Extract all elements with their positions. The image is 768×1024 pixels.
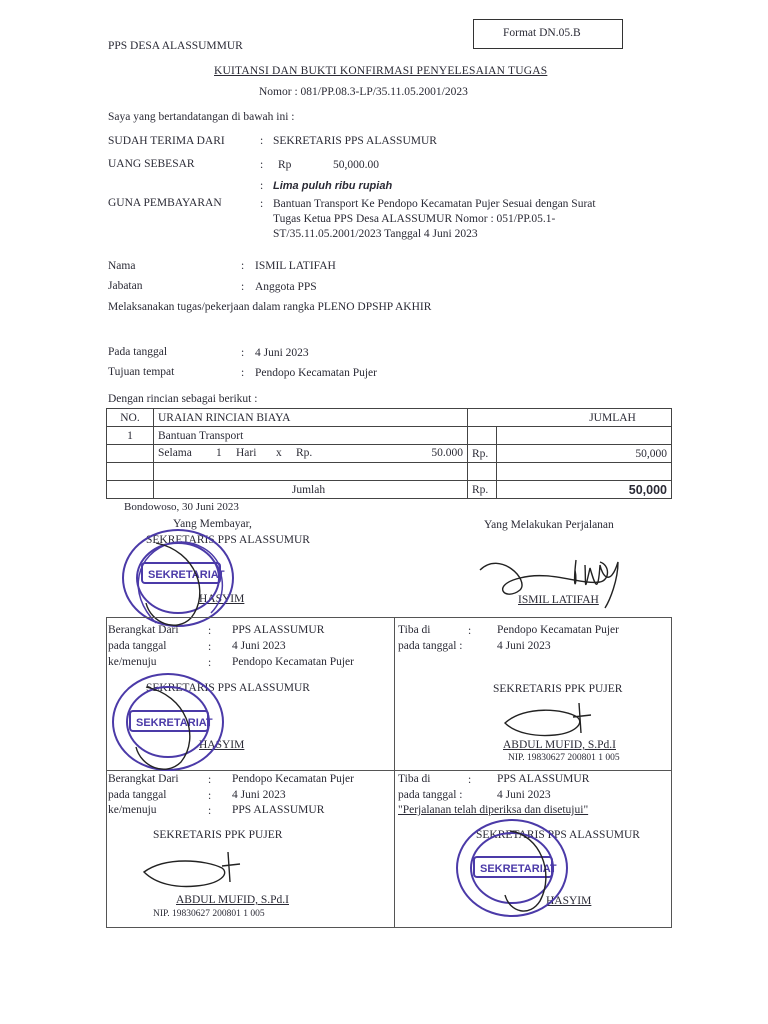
position-label: Jabatan xyxy=(108,280,143,292)
duration-unit: Hari xyxy=(236,447,257,459)
purpose-line-2: Tugas Ketua PPS Desa ALASSUMUR Nomor : 051/PP.05.1- xyxy=(273,213,556,225)
trip-date-value: 4 Juni 2023 xyxy=(255,347,309,359)
leg2-arrival-value: PPS ALASSUMUR xyxy=(497,773,590,785)
received-from-value: SEKRETARIS PPS ALASSUMUR xyxy=(273,135,437,147)
received-from-label: SUDAH TERIMA DARI xyxy=(108,135,225,147)
name-label: Nama xyxy=(108,260,136,272)
position-colon: : xyxy=(241,281,245,293)
leg1-right-nip: NIP. 19830627 200801 1 005 xyxy=(508,753,620,763)
leg1-colon: : xyxy=(208,657,212,669)
received-from-colon: : xyxy=(260,135,264,147)
leg2-departure-label: Berangkat Dari xyxy=(108,773,179,785)
header-description: URAIAN RINCIAN BIAYA xyxy=(154,409,468,427)
amount-in-words: Lima puluh ribu rupiah xyxy=(273,180,393,192)
leg1-left-role: SEKRETARIS PPS ALASSUMUR xyxy=(146,682,310,694)
destination-label: Tujuan tempat xyxy=(108,366,175,378)
document-number: Nomor : 081/PP.08.3-LP/35.11.05.2001/2023 xyxy=(259,86,468,98)
leg2-left-nip: NIP. 19830627 200801 1 005 xyxy=(153,909,265,919)
rate-value: 50.000 xyxy=(431,447,463,459)
leg2-destination-value: PPS ALASSUMUR xyxy=(232,804,325,816)
details-intro: Dengan rincian sebagai berikut : xyxy=(108,393,258,405)
leg2-colon: : xyxy=(208,790,212,802)
duration-qty: 1 xyxy=(216,447,222,459)
traveler-title: Yang Melakukan Perjalanan xyxy=(484,519,614,531)
leg1-date-label: pada tanggal xyxy=(108,640,167,652)
purpose-line-3: ST/35.11.05.2001/2023 Tanggal 4 Juni 2023 xyxy=(273,228,478,240)
traveler-name: ISMIL LATIFAH xyxy=(518,594,599,606)
table-row xyxy=(107,427,672,445)
cost-table xyxy=(106,408,672,499)
row-description: Bantuan Transport xyxy=(154,427,468,445)
stamp-center-text: SEKRETARIAT xyxy=(148,569,225,581)
leg2-colon: : xyxy=(208,774,212,786)
leg1-departure-label: Berangkat Dari xyxy=(108,624,179,636)
destination-value: Pendopo Kecamatan Pujer xyxy=(255,367,377,379)
amount-value: 50,000.00 xyxy=(333,159,379,171)
trip-date-label: Pada tanggal xyxy=(108,346,168,358)
trip-date-colon: : xyxy=(241,347,245,359)
leg1-arrival-date-value: 4 Juni 2023 xyxy=(497,640,551,652)
payer-name: HASYIM xyxy=(199,593,245,605)
name-colon: : xyxy=(241,260,245,272)
duration-label: Selama xyxy=(158,447,192,459)
duration-cell xyxy=(154,445,468,463)
document-title: KUITANSI DAN BUKTI KONFIRMASI PENYELESAIAN TUGAS xyxy=(214,65,548,77)
total-currency: Rp. xyxy=(468,481,497,499)
leg1-right-role: SEKRETARIS PPK PUJER xyxy=(493,683,623,695)
leg2-date-value: 4 Juni 2023 xyxy=(232,789,286,801)
payer-role: SEKRETARIS PPS ALASSUMUR xyxy=(146,534,310,546)
leg1-destination-label: ke/menuju xyxy=(108,656,157,668)
leg1-arrival-label: Tiba di xyxy=(398,624,431,636)
leg1-departure-value: PPS ALASSUMUR xyxy=(232,624,325,636)
leg2-destination-label: ke/menuju xyxy=(108,804,157,816)
header-no: NO. xyxy=(107,409,154,427)
task-description: Melaksanakan tugas/pekerjaan dalam rangka PLENO DPSHP AKHIR xyxy=(108,301,432,313)
leg2-departure-value: Pendopo Kecamatan Pujer xyxy=(232,773,354,785)
leg1-colon: : xyxy=(208,625,212,637)
leg1-destination-value: Pendopo Kecamatan Pujer xyxy=(232,656,354,668)
leg1-colon: : xyxy=(208,641,212,653)
table-header-row xyxy=(107,409,672,427)
leg2-date-label: pada tanggal xyxy=(108,789,167,801)
leg2-approval-note: "Perjalanan telah diperiksa dan disetujui" xyxy=(398,804,589,816)
amount-words-colon: : xyxy=(260,180,264,192)
leg2-arrival-label: Tiba di xyxy=(398,773,431,785)
line-currency: Rp. xyxy=(468,445,497,463)
destination-colon: : xyxy=(241,367,245,379)
total-amount: 50,000 xyxy=(497,481,672,499)
amount-label: UANG SEBESAR xyxy=(108,158,195,170)
purpose-colon: : xyxy=(260,198,264,210)
payer-title: Yang Membayar, xyxy=(173,518,252,530)
leg2-left-role: SEKRETARIS PPK PUJER xyxy=(153,829,283,841)
amount-colon: : xyxy=(260,159,264,171)
multiply-sign: x xyxy=(276,447,282,459)
format-code: Format DN.05.B xyxy=(503,27,581,39)
name-value: ISMIL LATIFAH xyxy=(255,260,336,272)
leg1-arrival-date-label: pada tanggal : xyxy=(398,640,463,652)
leg2-left-name: ABDUL MUFID, S.Pd.I xyxy=(176,894,289,906)
header-amount-label: JUMLAH xyxy=(589,411,636,424)
row-number: 1 xyxy=(107,427,154,445)
leg2-arrival-date-label: pada tanggal : xyxy=(398,789,463,801)
position-value: Anggota PPS xyxy=(255,281,317,293)
amount-currency: Rp xyxy=(278,159,292,171)
leg2-colon: : xyxy=(208,805,212,817)
table-total-row xyxy=(107,481,672,499)
leg2-arrival-date-value: 4 Juni 2023 xyxy=(497,789,551,801)
header-amount xyxy=(468,409,672,427)
leg1-arrival-value: Pendopo Kecamatan Pujer xyxy=(497,624,619,636)
leg1-colon: : xyxy=(468,625,472,637)
purpose-line-1: Bantuan Transport Ke Pendopo Kecamatan Pujer Sesuai dengan Surat xyxy=(273,198,596,210)
place-date: Bondowoso, 30 Juni 2023 xyxy=(124,501,239,513)
rate-currency: Rp. xyxy=(296,447,313,459)
intro-text: Saya yang bertandatangan di bawah ini : xyxy=(108,111,295,123)
stamp-center-text: SEKRETARIAT xyxy=(136,717,213,729)
purpose-label: GUNA PEMBAYARAN xyxy=(108,197,222,209)
total-label: Jumlah xyxy=(154,481,468,499)
leg2-colon: : xyxy=(468,774,472,786)
leg2-right-role: SEKRETARIS PPS ALASSUMUR xyxy=(476,829,640,841)
org-name: PPS DESA ALASSUMMUR xyxy=(108,40,243,52)
leg2-right-name: HASYIM xyxy=(546,895,592,907)
line-amount: 50,000 xyxy=(497,445,672,463)
table-row xyxy=(107,445,672,463)
leg1-date-value: 4 Juni 2023 xyxy=(232,640,286,652)
leg1-left-name: HASYIM xyxy=(199,739,245,751)
stamp-center-text: SEKRETARIAT xyxy=(480,863,557,875)
leg1-right-name: ABDUL MUFID, S.Pd.I xyxy=(503,739,616,751)
